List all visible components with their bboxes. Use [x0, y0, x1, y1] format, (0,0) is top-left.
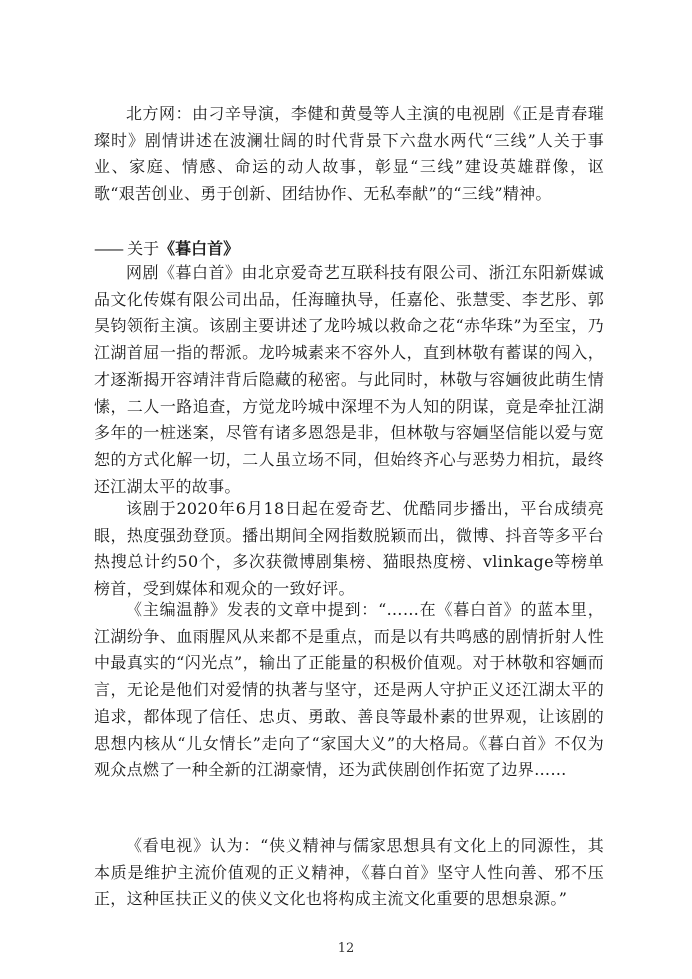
paragraph-synopsis: 网剧《暮白首》由北京爱奇艺互联科技有限公司、浙江东阳新媒诚品文化传媒有限公司出品，任海瞳执导，任嘉伦、张慧雯、李艺彤、郭昊钧领衔主演。该剧主要讲述了龙吟城以救命之花“赤华珠”为至宝，乃江湖首屈一指的帮派。龙吟城素来不容外人，直到林敬有蓄谋的闯入，才逐渐揭开容靖沣背后隐藏的秘密。与此同时，林敬与容婳彼此萌生情愫，二人一路追查，方觉龙吟城中深埋不为人知的阴谋，竟是牵扯江湖多年的一桩迷案，尽管有诸多恩怨是非，但林敬与容婳坚信能以爱与宽恕的方式化解一切，二人虽立场不同，但始终齐心与恶势力相抗，最终还江湖太平的故事。	[94, 263, 604, 496]
paragraph-intro: 北方网：由刁辛导演，李健和黄曼等人主演的电视剧《正是青春璀璨时》剧情讲述在波澜壮阔的时代背景下六盘水两代“三线”人关于事业、家庭、情感、命运的动人故事，彰显“三线”建设英雄群像，讴歌“艰苦创业、勇于创新、团结协作、无私奉献”的“三线”精神。	[94, 104, 604, 204]
paragraph-review-editor: 《主编温静》发表的文章中提到：“……在《暮白首》的蓝本里，江湖纷争、血雨腥风从来都不是重点，而是以有共鸣感的剧情折射人性中最真实的“闪光点”，输出了正能量的积极价值观。对于林敬和容婳而言，无论是他们对爱情的执著与坚守，还是两人守护正义还江湖太平的追求，都体现了信任、忠贞、勇敢、善良等最朴素的世界观，让该剧的思想内核从“儿女情长”走向了“家国大义”的大格局。《暮白首》不仅为观众点燃了一种全新的江湖豪情，还为武侠剧创作拓宽了边界……	[94, 600, 604, 780]
heading-prefix: 关于	[127, 239, 160, 258]
heading-dash: ——	[94, 239, 122, 258]
paragraph-review-tv: 《看电视》认为：“侠义精神与儒家思想具有文化上的同源性，其本质是维护主流价值观的正义精神，《暮白首》坚守人性向善、邪不压正，这种匡扶正义的侠义文化也将构成主流文化重要的思想泉源。”	[94, 836, 604, 909]
page-number: 12	[337, 941, 355, 956]
heading-title: 《暮白首》	[159, 239, 240, 258]
section-heading	[94, 236, 239, 262]
paragraph-broadcast: 该剧于2020年6月18日起在爱奇艺、优酷同步播出，平台成绩亮眼，热度强劲登顶。播出期间全网指数脱颖而出，微博、抖音等多平台热搜总计约50个，多次获微博剧集榜、猫眼热度榜、vlinkage等榜单榜首，受到媒体和观众的一致好评。	[94, 499, 604, 599]
